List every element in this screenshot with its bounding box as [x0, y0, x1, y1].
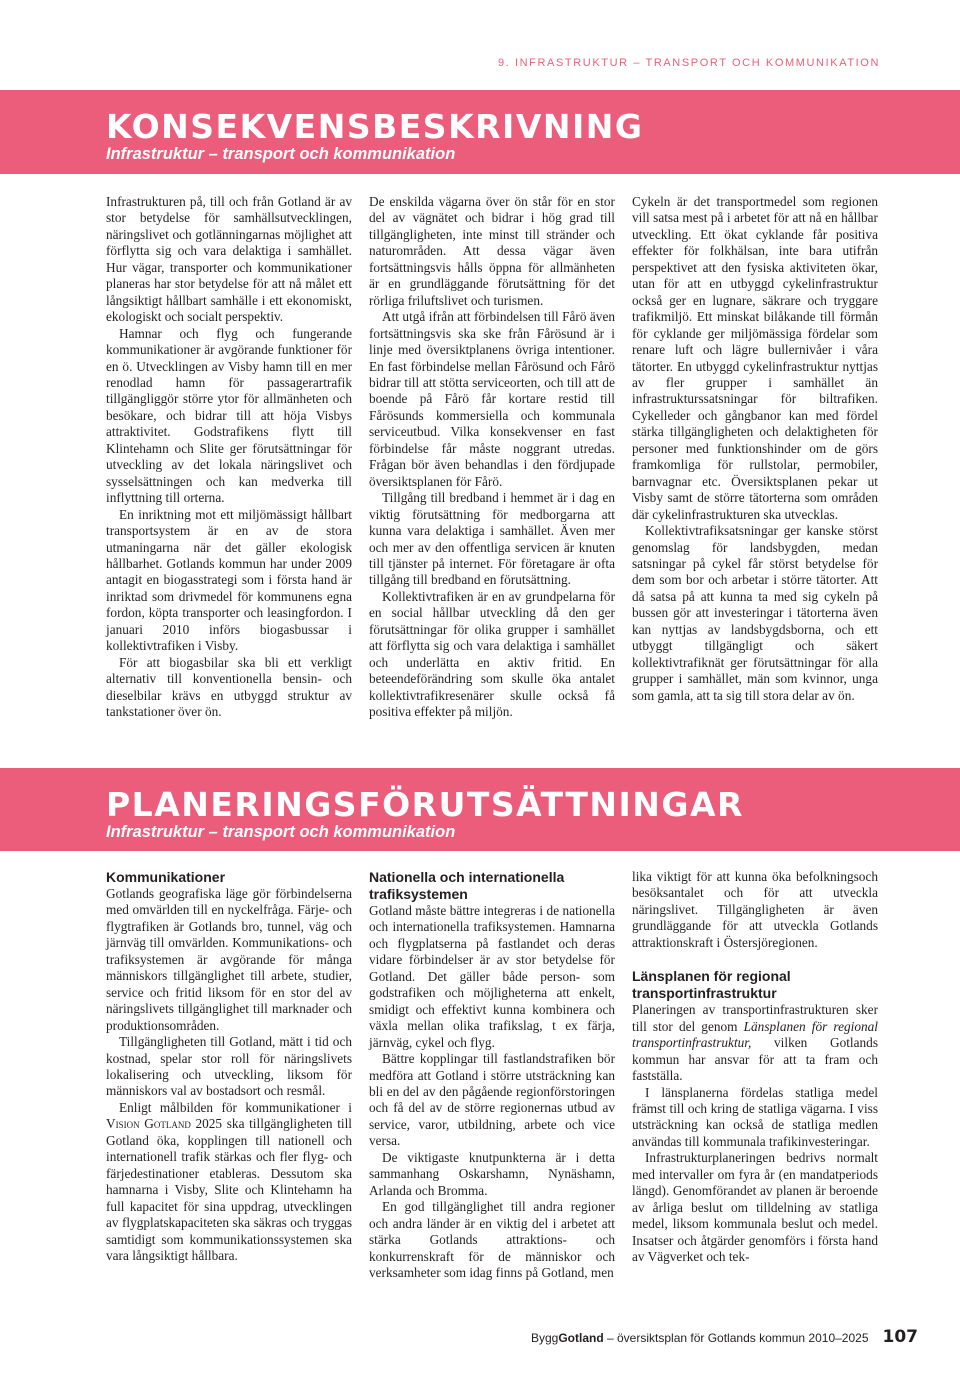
paragraph: En inriktning mot ett miljömässigt hållbart transportsystem är en av de stora utmaningarna när det gäller ekologisk hållbarhet. Gotlands kommun har under 2009 antagit en biogasstrategi som i första hand är inriktad som drivmedel för kommunens egna fordon, köpta transporter och leasingfordon. I januari 2010 införs biogasbussar i kollektivtrafiken i Visby.	[106, 506, 352, 654]
paragraph: De viktigaste knutpunkterna är i detta sammanhang Oskarshamn, Nynäshamn, Arlanda och Bromma.	[369, 1149, 615, 1198]
subsection-heading-kommunikationer: Kommunikationer	[106, 869, 226, 885]
section-subheading: Infrastruktur – transport och kommunikation	[106, 145, 456, 163]
paragraph: Gotland måste bättre integreras i de nationella och internationella trafiksystemen. Hamnarna och flygplatserna på fastlandet och deras vidare förbindelser är av stor betydelse för Gotland. Det gäller både person- som godstrafiken och möjligheterna att enkelt, smidigt och effektivt kunna kombinera och växla mellan olika trafikslag, t ex färja, järnväg, cykel och flyg.	[369, 903, 615, 1050]
paragraph: Gotlands geografiska läge gör förbindelserna med omvärlden till en nyckelfråga. Färje- och flygtrafiken är Gotlands bro, tunnel, väg och järnväg till omvärlden. Kommunikations- och trafiksystemen är avgörande för många människors tillgänglighet till arbete, studier, service och fritid liksom för en stor del av näringslivets tillgänglighet till marknader och produktionsområden.	[106, 886, 352, 1033]
footer-brand	[531, 1331, 869, 1345]
text-run: Enligt målbilden för kommunikationer i	[119, 1099, 352, 1115]
text-column-5	[369, 869, 615, 1281]
text-run: Planeringen av transportinfrastrukturen sker till stor del genom	[632, 1002, 878, 1034]
section-heading: KONSEKVENSBESKRIVNING	[106, 107, 644, 146]
paragraph: Infrastrukturen på, till och från Gotland är av stor betydelse för samhällsutvecklingen, näringslivet och gotlänningarnas möjlighet att förflytta sig och vara delaktiga i samhället. Hur vägar, transporter och kommunikationer planeras har stor betydelse för att nå målet ett långsiktigt hållbart samhälle i ett ekonomiskt, ekologiskt och socialt perspektiv.	[106, 194, 352, 325]
text-column-1	[106, 194, 352, 721]
section-band-konsekvensbeskrivning	[0, 90, 960, 174]
paragraph: Bättre kopplingar till fastlandstrafiken bör medföra att Gotland i större utsträckning kan bli en del av den pågående regionförstoringen och få del av de större regionernas utbud av service, varor, utbildning, arbete och vice versa.	[369, 1051, 615, 1149]
paragraph	[632, 1002, 878, 1084]
section-band-planeringsforutsattningar	[0, 768, 960, 851]
text-column-4	[106, 869, 352, 1264]
section-subheading: Infrastruktur – transport och kommunikation	[106, 823, 456, 841]
paragraph: Kollektivtrafiken är en av grundpelarna för en social hållbar utveckling då den ger förutsättningar för olika grupper i samhället att förflytta sig och vara delaktiga i samhället och underlätta en aktiv fritid. En beteendeförändring som skulle öka antalet kollektivtrafikresenärer skulle också få positiva effekter på miljön.	[369, 588, 615, 720]
paragraph: Hamnar och flyg och fungerande kommunikationer är avgörande funktioner för en ö. Utvecklingen av Visby hamn till en mer renodlad hamn för passagerartrafik tillgängliggör större ytor för allmänheten och besökare, och bidrar till att höja Visbys attraktivitet. Godstrafikens flytt till Klintehamn och Slite ger förutsättningar för utveckling av det lokala näringslivet och sysselsättningen och kan medverka till inflyttning till orterna.	[106, 325, 352, 506]
paragraph: lika viktigt för att kunna öka befolkningsoch besöksantalet och för att utveckla näringslivet. Tillgängligheten är även grundläggande för att utveckla Gotlands attraktionskraft i Östersjöregionen.	[632, 869, 878, 950]
text-column-3	[632, 194, 878, 704]
paragraph: Kollektivtrafiksatsningar ger kanske störst genomslag för landsbygden, medan satsningar på cykel får störst betydelse för dem som bor och arbetar i större tätorter. Att då satsa på att kunna ta med sig cykeln på bussen gör att investeringar i tätorterna även kan nyttjas av landsbygdsborna, och ett utbyggt tillgängligt och säkert kollektivtrafiknät ger förutsättningar för alla grupper i samhället, män som kvinnor, unga som gamla, att ta sig till stora delar av ön.	[632, 523, 878, 703]
paragraph: Tillgängligheten till Gotland, mätt i tid och kostnad, spelar stor roll för näringslivets lokalisering och utveckling, liksom för människors val av bostadsort och resmål.	[106, 1034, 352, 1099]
subsection-heading-trafiksystemen: Nationella och internationella trafiksystemen	[369, 869, 565, 902]
paragraph: De enskilda vägarna över ön står för en stor del av vägnätet och bidrar i hög grad till tillgängligheten, inte minst till stränder och naturområden. Att dessa vägar även fortsättningsvis hålls öppna för allmänheten är en grundläggande förutsättning för det rörliga friluftslivet och turismen.	[369, 194, 615, 308]
page-footer	[531, 1327, 918, 1349]
vision-reference: Vision Gotland 2025	[106, 1116, 223, 1132]
brand-bold: Gotland	[558, 1331, 604, 1345]
paragraph: Infrastrukturplaneringen bedrivs normalt med intervaller om fyra år (en mandatperiods längd). Genomförandet av planen är beroende av årliga beslut om tilldelning av statliga medel, liksom kommunala beslut och medel. Insatser och åtgärder genomförs i första hand av Vägverket och tek-	[632, 1150, 878, 1265]
paragraph: Tillgång till bredband i hemmet är i dag en viktig förutsättning för medborgarna att kunna vara delaktiga i samhället. Även mer och mer av den offentliga servicen är knuten till tjänster på internet. För företagare är ofta tillgång till bredband en förutsättning.	[369, 490, 615, 588]
brand-plain: Bygg	[530, 1331, 559, 1345]
paragraph: Cykeln är det transportmedel som regionen vill satsa mest på i arbetet för att nå en hållbar utveckling. Ett ökat cyklande får positiva effekter för folkhälsan, inte bara utifrån perspektivet att den fysiska aktiviteten ökar, utan för att en utbyggd cykelinfrastruktur också ger en lugnare, säkrare och tryggare trafikmiljö. Ett minskat bilåkande till förmån för cyklande ger miljömässiga fördelar som renare luft och lägre bullernivåer i våra tätorter. En utbyggd cykelinfrastruktur nyttjas av fler grupper i samhället än infrastrukturssatsningar för biltrafiken. Cykelleder och gångbanor kan med fördel stärka tillgängligheten och delaktigheten för personer med funktionshinder om de görs framkomliga för rullstolar, permobiler, barnvagnar etc. Översiktsplanen pekar ut Visby samt de större tätorterna som områden där cykelinfrastrukturen ska utvecklas.	[632, 194, 878, 522]
paragraph: För att biogasbilar ska bli ett verkligt alternativ till konventionella bensin- och dieselbilar krävs en utbyggd struktur av tankstationer över ön.	[106, 654, 352, 720]
footer-text: – översiktsplan för Gotlands kommun 2010–2025	[607, 1331, 869, 1345]
text-column-2	[369, 194, 615, 721]
paragraph: I länsplanerna fördelas statliga medel främst till och kring de statliga vägarna. I viss utsträckning kan också de statliga medlen användas till kommunala trafikinvesteringar.	[632, 1084, 878, 1149]
subsection-heading-lansplanen: Länsplanen för regional transportinfrastruktur	[632, 968, 791, 1002]
paragraph: Att utgå ifrån att förbindelsen till Fårö även fortsättningsvis ska ske från Fårösund är i linje med översiktplanens övriga intentioner. En fast förbindelse mellan Fårösund och Fårö bidrar till att stötta serviceorten, och till att de boende på Fårö får kortare restid till Fårösunds kommersiella och kommunala serviceutbud. Vilka konsekvenser en fast förbindelse får måste noggrant utredas. Frågan bör även behandlas i den fördjupade översiktsplanen för Fårö.	[369, 309, 615, 489]
paragraph: En god tillgänglighet till andra regioner och andra länder är en viktig del i arbetet att stärka Gotlands attraktions- och konkurrenskraft för de människor och verksamheter som idag finns på Gotland, men	[369, 1199, 615, 1280]
page-number: 107	[882, 1327, 918, 1347]
document-title: Länsplanen för regional transportinfrastruktur,	[632, 1018, 878, 1051]
section-heading: PLANERINGSFÖRUTSÄTTNINGAR	[106, 785, 744, 824]
text-run: ska tillgängligheten till Gotland öka, kopplingen till nationell och internationell trafik stärkas och fler flyg- och färjedestinationer etableras. Dessutom ska hamnarna i Visby, Slite och Klintehamn ha full kapacitet för sina uppdrag, utvecklingen av flygplatskapaciteten ska säkras och tryggas samtidigt som kommunikationssystemen ska vara långsiktigt hållbara.	[106, 1116, 352, 1263]
text-run: vilken Gotlands kommun har ansvar för att ta fram och fastställa.	[632, 1035, 878, 1084]
paragraph	[106, 1100, 352, 1265]
running-head: 9. INFRASTRUKTUR – TRANSPORT OCH KOMMUNIKATION	[497, 57, 880, 69]
text-column-6	[632, 869, 878, 1266]
